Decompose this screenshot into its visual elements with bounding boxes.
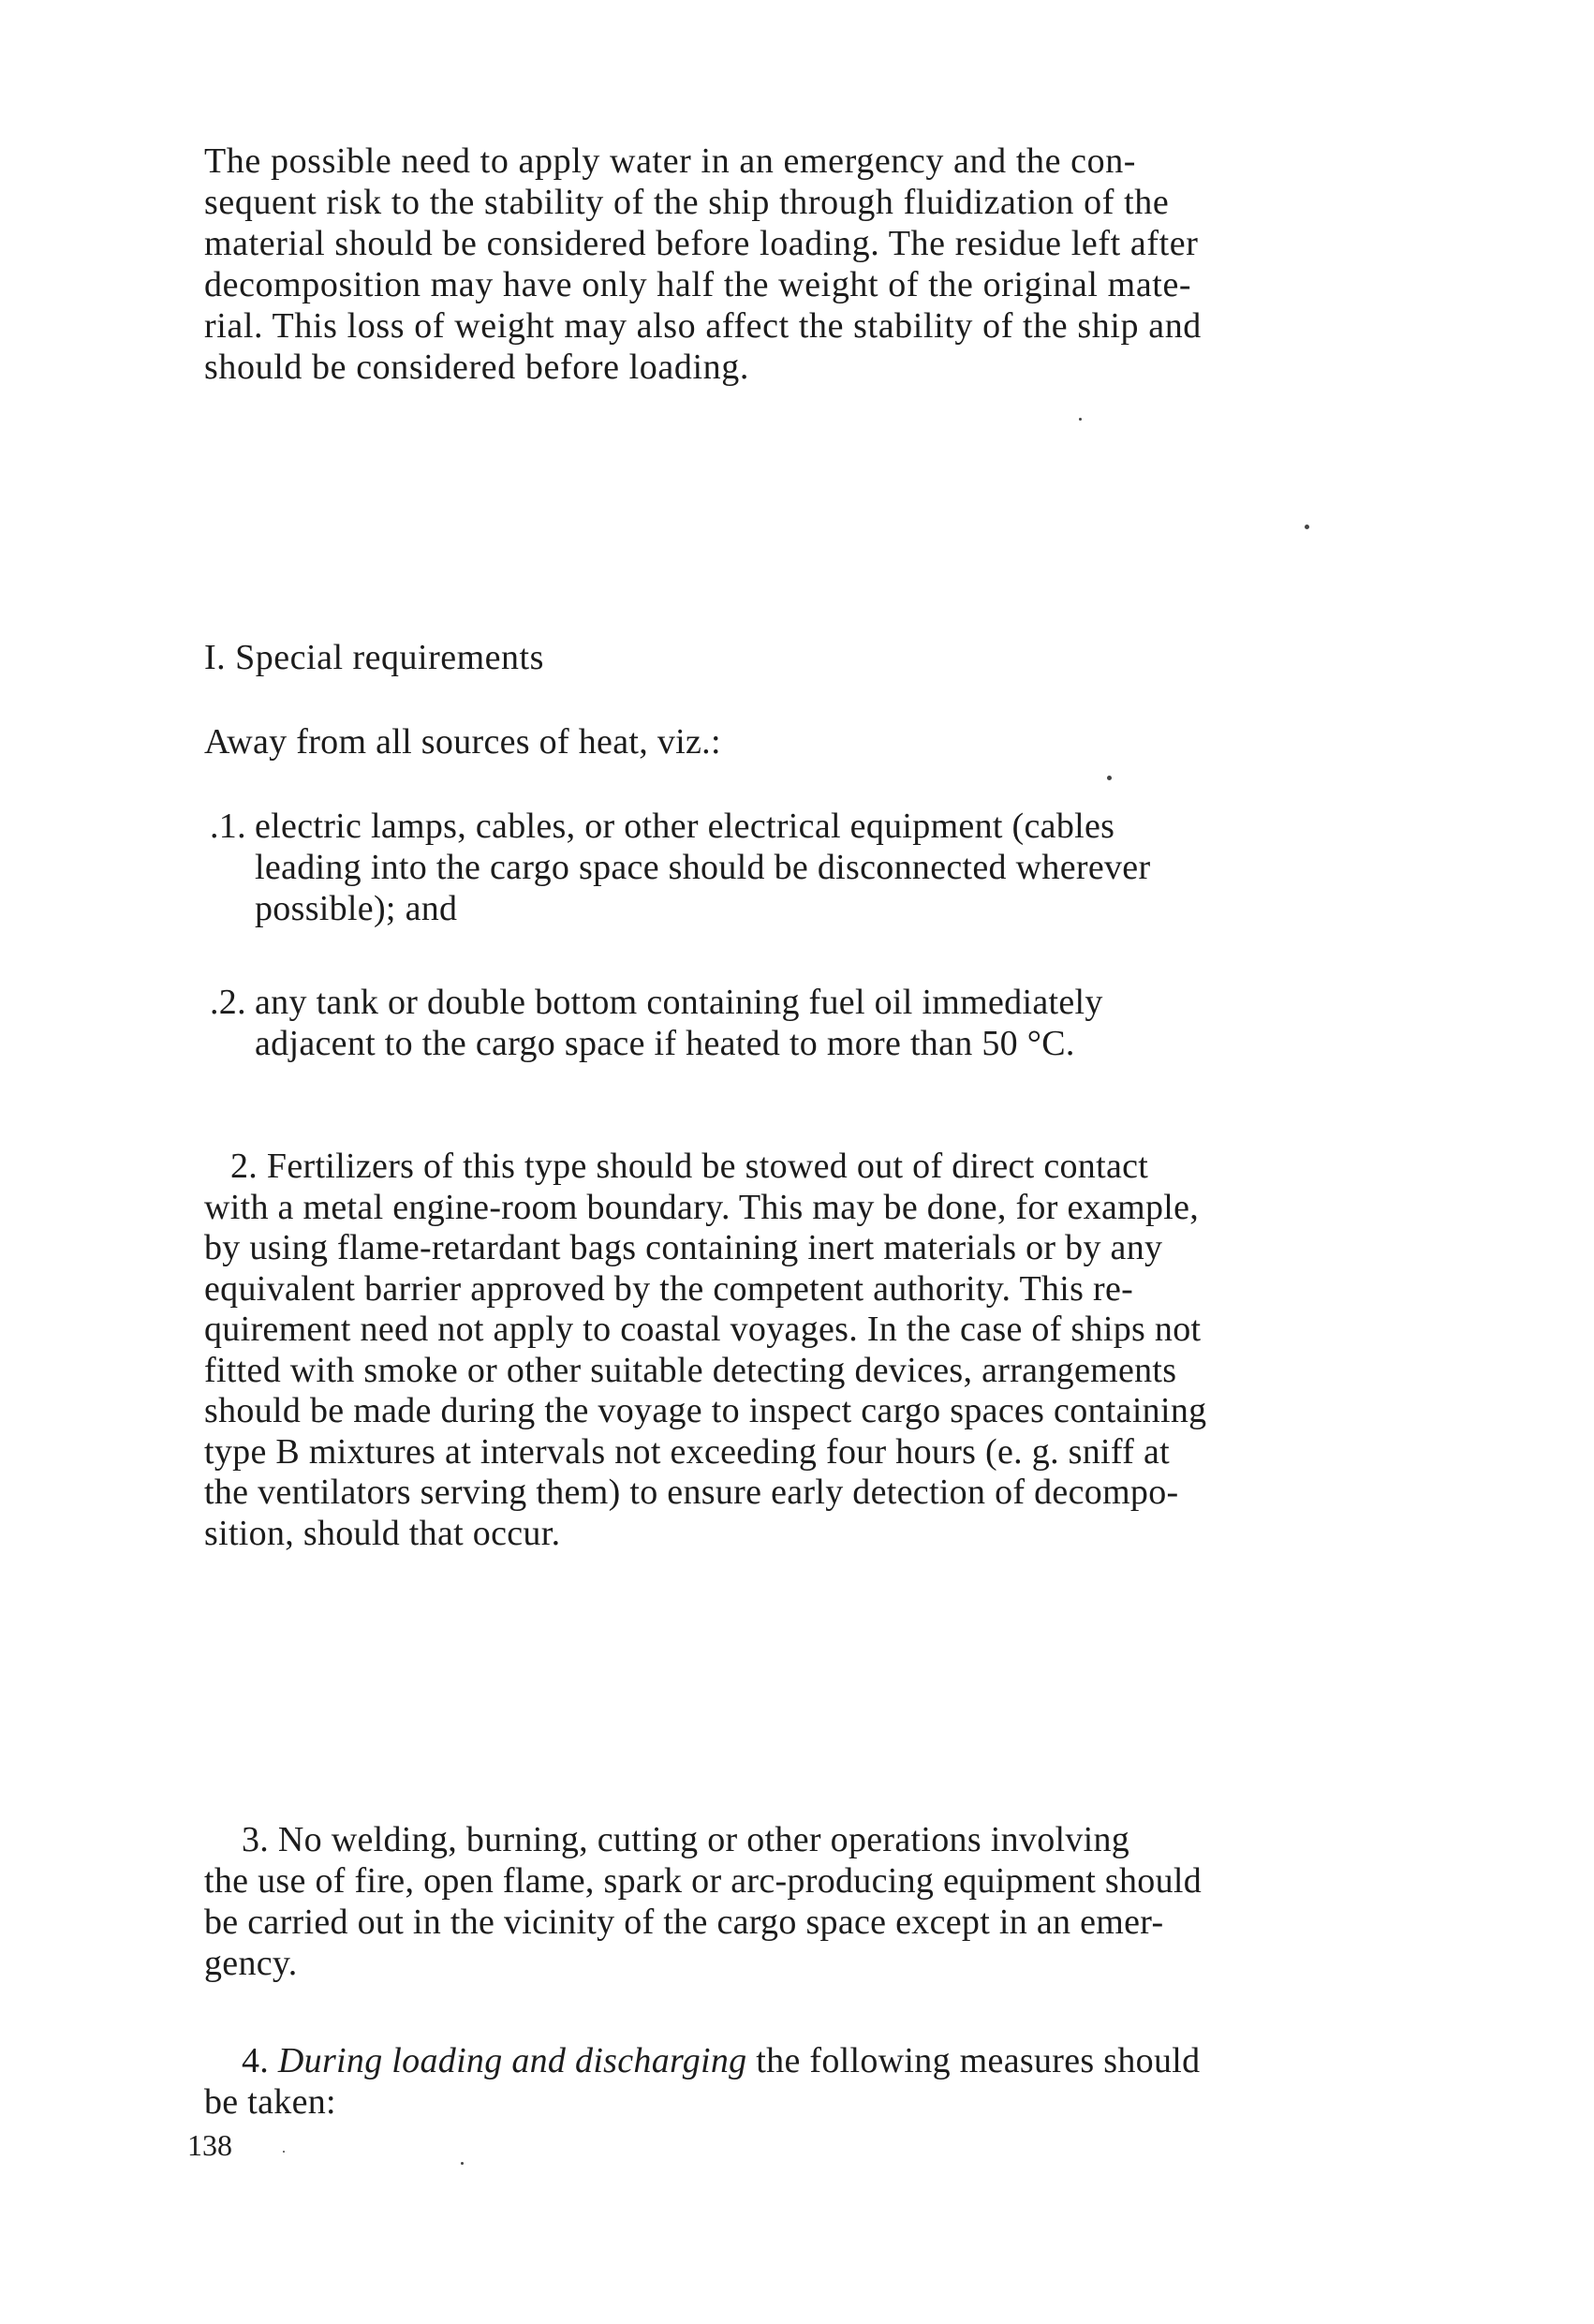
intro-paragraph	[204, 141, 1440, 388]
intro-line: should be considered before loading.	[204, 348, 749, 387]
paragraph-3	[204, 1819, 1440, 1984]
scan-speck	[1107, 776, 1112, 780]
list-item-text	[255, 982, 1103, 1064]
list-item-line: adjacent to the cargo space if heated to more than 50 °C.	[255, 1024, 1075, 1063]
intro-line: rial. This loss of weight may also affect the stability of the ship and	[204, 306, 1202, 346]
page-number: 138	[187, 2128, 232, 2162]
paragraph-line: be carried out in the vicinity of the cargo space except in an emer-	[204, 1902, 1164, 1942]
paragraph-line: gency.	[204, 1944, 298, 1983]
paragraph-number: 4.	[242, 2041, 270, 2080]
away-from-heat-text	[204, 721, 1440, 762]
intro-line: sequent risk to the stability of the ship through fluidization of the	[204, 183, 1170, 222]
paragraph-4	[204, 2040, 1440, 2123]
scan-speck	[1079, 418, 1082, 421]
paragraph-line: fitted with smoke or other suitable detecting devices, arrangements	[204, 1350, 1177, 1390]
paragraph-line: 2. Fertilizers of this type should be stowed out of direct contact	[230, 1147, 1149, 1186]
list-item-line: possible); and	[255, 889, 458, 928]
paragraph-line: quirement need not apply to coastal voyages. In the case of ships not	[204, 1310, 1202, 1349]
paragraph-line: 3. No welding, burning, cutting or other operations involving	[242, 1820, 1130, 1859]
paragraph-line: should be made during the voyage to inspect cargo spaces containing	[204, 1391, 1207, 1430]
list-item-number: .2.	[210, 983, 246, 1022]
intro-line: The possible need to apply water in an emergency and the con-	[204, 141, 1137, 181]
paragraph-line: with a metal engine-room boundary. This may be done, for example,	[204, 1187, 1200, 1227]
scan-speck	[1305, 525, 1309, 529]
paragraph-line: the ventilators serving them) to ensure early detection of decompo-	[204, 1473, 1179, 1512]
paragraph-line: the use of fire, open flame, spark or arc-producing equipment should	[204, 1861, 1203, 1901]
emphasis-text: During loading and discharging	[277, 2041, 747, 2080]
intro-line: material should be considered before loading. The residue left after	[204, 224, 1199, 263]
paragraph-line: by using flame-retardant bags containing inert materials or by any	[204, 1228, 1163, 1267]
paragraph-text: the following measures should	[746, 2041, 1201, 2080]
paragraph-line: type B mixtures at intervals not exceeding four hours (e. g. sniff at	[204, 1431, 1170, 1472]
paragraph-line: sition, should that occur.	[204, 1513, 561, 1553]
paragraph-2	[204, 1147, 1440, 1554]
scan-speck	[283, 2151, 285, 2153]
intro-line: decomposition may have only half the weight of the original mate-	[204, 265, 1192, 304]
list-item-line: electric lamps, cables, or other electrical equipment (cables	[255, 807, 1115, 846]
section-heading: I. Special requirements	[204, 638, 544, 677]
scan-speck	[461, 2162, 464, 2165]
list-item-line: any tank or double bottom containing fuel oil immediately	[255, 983, 1103, 1022]
list-item-number: .1.	[210, 807, 246, 846]
paragraph-line	[204, 2040, 1440, 2081]
paragraph-line: equivalent barrier approved by the competent authority. This re-	[204, 1268, 1134, 1309]
list-item-text	[255, 806, 1150, 929]
away-line: Away from all sources of heat, viz.:	[204, 722, 721, 762]
list-item-line: leading into the cargo space should be disconnected wherever	[255, 848, 1151, 887]
paragraph-line: be taken:	[204, 2082, 336, 2122]
